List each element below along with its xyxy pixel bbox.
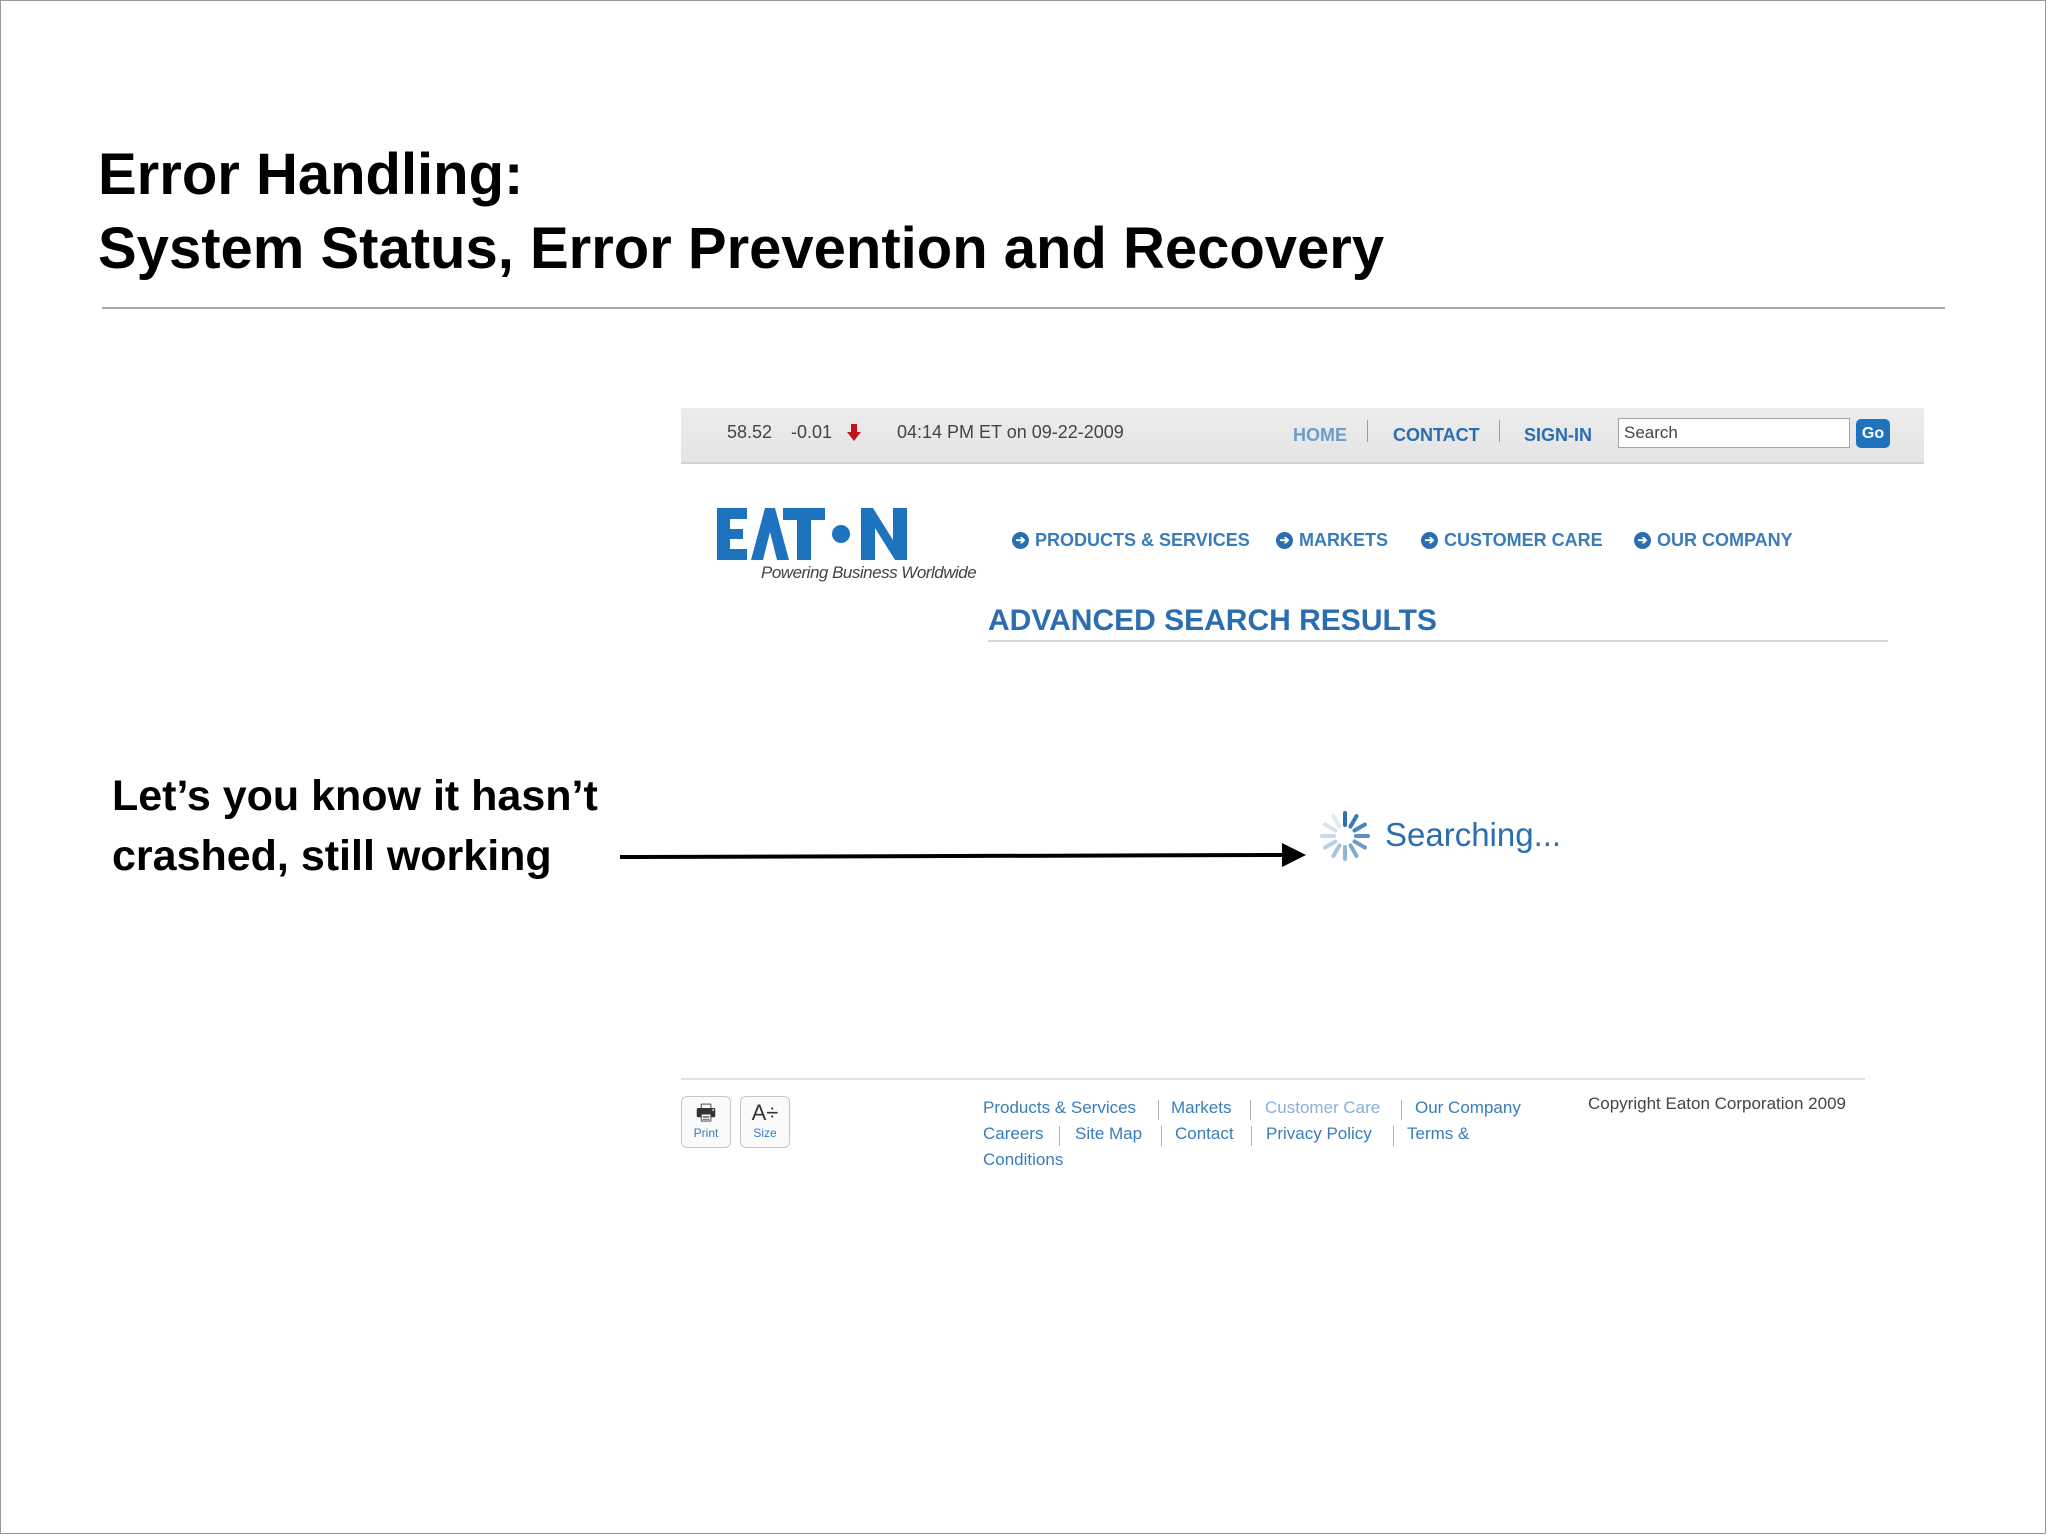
footer-link-customer-care[interactable]: Customer Care	[1265, 1098, 1381, 1117]
stock-timestamp: 04:14 PM ET on 09-22-2009	[897, 422, 1124, 442]
text-size-icon: A÷	[751, 1100, 779, 1125]
slide-title-line-2: System Status, Error Prevention and Recovery	[98, 216, 1385, 281]
heading-divider	[988, 640, 1888, 642]
arrow-right-icon: ➔	[1276, 532, 1293, 549]
text-size-button[interactable]	[740, 1096, 790, 1148]
annotation-line-2: crashed, still working	[112, 832, 552, 880]
footer-link-site-map[interactable]: Site Map	[1075, 1124, 1143, 1143]
link-separator	[1059, 1126, 1060, 1146]
footer-link-markets[interactable]: Markets	[1171, 1098, 1232, 1117]
nav-customer-care[interactable]	[1421, 530, 1603, 551]
link-separator	[1499, 420, 1500, 442]
sign-in-link[interactable]: SIGN-IN	[1524, 425, 1593, 445]
nav-products-services[interactable]	[1012, 530, 1250, 551]
print-label: Print	[693, 1126, 719, 1140]
print-button[interactable]	[681, 1096, 731, 1148]
annotation-arrow	[620, 836, 1308, 874]
arrow-right-icon: ➔	[1634, 532, 1651, 549]
utility-bar	[681, 408, 1924, 464]
link-separator	[1401, 1100, 1402, 1120]
link-separator	[1367, 420, 1368, 442]
copyright-text: Copyright Eaton Corporation 2009	[1588, 1094, 1846, 1113]
footer-link-our-company[interactable]: Our Company	[1415, 1098, 1521, 1117]
link-separator	[1161, 1126, 1162, 1146]
slide-title	[98, 138, 1384, 286]
stock-change: -0.01	[791, 422, 833, 442]
footer-link-contact[interactable]: Contact	[1175, 1124, 1234, 1143]
nav-markets[interactable]	[1276, 530, 1388, 551]
link-separator	[1250, 1100, 1251, 1120]
page-heading: ADVANCED SEARCH RESULTS	[988, 604, 1437, 637]
logo-tagline: Powering Business Worldwide	[761, 563, 977, 582]
footer-link-terms-continued[interactable]: Conditions	[983, 1150, 1064, 1169]
title-divider	[102, 307, 1945, 309]
stock-price: 58.52	[727, 422, 773, 442]
footer-divider	[681, 1078, 1865, 1080]
footer-link-products[interactable]: Products & Services	[983, 1098, 1137, 1117]
size-label: Size	[753, 1126, 777, 1140]
link-separator	[1393, 1126, 1394, 1146]
nav-label: PRODUCTS & SERVICES	[1035, 530, 1250, 550]
home-link[interactable]: HOME	[1293, 425, 1347, 445]
nav-label: OUR COMPANY	[1657, 530, 1793, 550]
website-screenshot	[681, 408, 1924, 1188]
link-separator	[1251, 1126, 1252, 1146]
printer-icon: 🖶	[695, 1100, 717, 1125]
link-separator	[1158, 1100, 1159, 1120]
nav-our-company[interactable]	[1634, 530, 1793, 551]
footer-link-terms[interactable]: Terms &	[1407, 1124, 1470, 1143]
go-button[interactable]: Go	[1856, 419, 1890, 448]
annotation-text	[112, 766, 598, 886]
down-arrow-icon	[847, 424, 861, 442]
eaton-logo[interactable]	[717, 504, 917, 566]
searching-status: Searching...	[1385, 816, 1562, 853]
nav-label: MARKETS	[1299, 530, 1388, 550]
footer-link-careers[interactable]: Careers	[983, 1124, 1044, 1143]
nav-label: CUSTOMER CARE	[1444, 530, 1603, 550]
loading-spinner-icon	[1318, 809, 1372, 863]
slide-title-line-1: Error Handling:	[98, 142, 524, 207]
annotation-line-1: Let’s you know it hasn’t	[112, 772, 598, 820]
contact-link[interactable]: CONTACT	[1393, 425, 1480, 445]
arrow-right-icon: ➔	[1421, 532, 1438, 549]
footer-link-privacy-policy[interactable]: Privacy Policy	[1266, 1124, 1372, 1143]
arrow-right-icon: ➔	[1012, 532, 1029, 549]
search-input[interactable]	[1618, 418, 1850, 448]
